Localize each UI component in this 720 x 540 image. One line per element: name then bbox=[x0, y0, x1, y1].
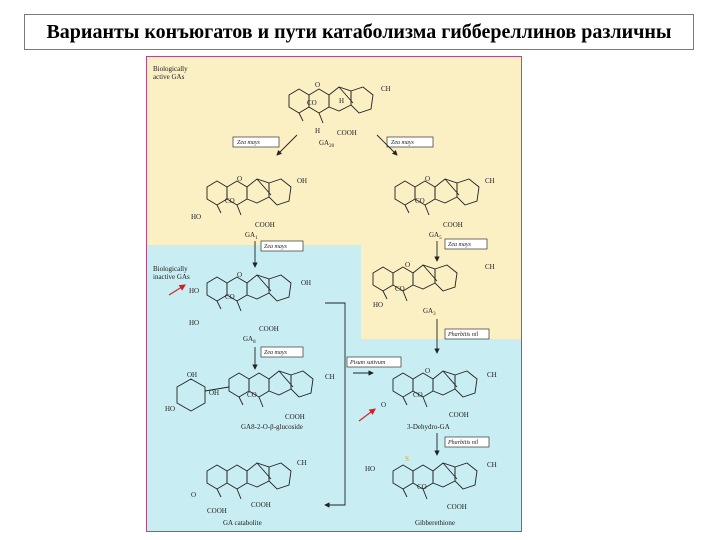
ga8-ho-top: HO bbox=[189, 287, 200, 295]
ga1-co: CO bbox=[225, 197, 235, 205]
inactive-label-line2: inactive GAs bbox=[153, 273, 190, 281]
enzyme-tag-zea-left bbox=[233, 137, 279, 147]
ga3-label: $GA_3$ bbox=[423, 307, 436, 317]
ga5-label: $GA_5$ bbox=[429, 231, 442, 241]
glucoside-label: GA8-2-O-β-glucoside bbox=[241, 423, 303, 431]
enzyme-tag-zea-ga5 bbox=[445, 239, 487, 249]
gluc-oh-top: OH bbox=[187, 371, 198, 379]
ga20-label: $GA_{20}$ bbox=[319, 139, 335, 149]
dehydro-ch2: CH bbox=[487, 371, 497, 379]
gluc-ho: HO bbox=[165, 405, 176, 413]
pathway-diagram-svg bbox=[147, 57, 522, 532]
ga1-oh: OH bbox=[297, 177, 308, 185]
svg-text:Pharbitis nil: Pharbitis nil bbox=[448, 332, 479, 338]
dehydro-label: 3-Dehydro-GA bbox=[407, 423, 450, 431]
ga8-ho: HO bbox=[189, 319, 200, 327]
ga1-label: $GA_1$ bbox=[245, 231, 258, 241]
gluc-oh: OH bbox=[209, 389, 220, 397]
ga20-h2: H bbox=[315, 127, 321, 135]
svg-text:Zea mays: Zea mays bbox=[237, 140, 260, 146]
catabolite-o: O bbox=[191, 491, 197, 499]
enzyme-tag-pisum bbox=[347, 357, 401, 367]
enzyme-tag-zea-ga1 bbox=[261, 241, 303, 251]
ga8-label: $GA_8$ bbox=[243, 335, 256, 345]
slide-title: Варианты конъюгатов и пути катаболизма гиббереллинов различны bbox=[24, 14, 694, 50]
ga5-o: O bbox=[425, 175, 431, 183]
ga3-o: O bbox=[405, 261, 411, 269]
svg-text:Pharbitis nil: Pharbitis nil bbox=[448, 440, 479, 446]
active-label-line1: Biologically bbox=[153, 65, 188, 73]
catabolite-ch2: CH bbox=[297, 459, 307, 467]
enzyme-tag-pharbitis-1 bbox=[445, 329, 489, 339]
ga5-cooh: COOH bbox=[443, 221, 463, 229]
ga3-co: CO bbox=[395, 285, 405, 293]
svg-text:Zea mays: Zea mays bbox=[448, 242, 471, 248]
ga1-cooh: COOH bbox=[255, 221, 275, 229]
catabolite-cooh2: COOH bbox=[251, 501, 271, 509]
enzyme-tag-zea-ga8 bbox=[261, 347, 303, 357]
ga20-h: H bbox=[339, 97, 345, 105]
ga20-cooh: COOH bbox=[337, 129, 357, 137]
ga20-o: O bbox=[315, 81, 321, 89]
svg-text:Pisum sativum: Pisum sativum bbox=[350, 360, 386, 366]
dehydro-o-left: O bbox=[381, 401, 387, 409]
ga8-o: O bbox=[237, 271, 243, 279]
ga1-ho: HO bbox=[191, 213, 202, 221]
ga8-oh: OH bbox=[301, 279, 312, 287]
gibberethione-label: Gibberethione bbox=[415, 519, 456, 527]
inactive-label-line1: Biologically bbox=[153, 265, 188, 273]
enzyme-tag-zea-right bbox=[387, 137, 433, 147]
ga1-o: O bbox=[237, 175, 243, 183]
enzyme-tag-pharbitis-2 bbox=[445, 437, 489, 447]
active-label-line2: active GAs bbox=[153, 73, 185, 81]
svg-text:Zea mays: Zea mays bbox=[264, 244, 287, 250]
ga5-co: CO bbox=[415, 197, 425, 205]
ga5-ch2: CH bbox=[485, 177, 495, 185]
gluc-ch2: CH bbox=[325, 373, 335, 381]
svg-text:Zea mays: Zea mays bbox=[264, 350, 287, 356]
catabolite-label: GA catabolite bbox=[223, 519, 262, 527]
catabolite-cooh: COOH bbox=[207, 507, 227, 515]
gib-co: CO bbox=[417, 483, 427, 491]
ga20-co: CO bbox=[307, 99, 317, 107]
svg-text:Zea mays: Zea mays bbox=[391, 140, 414, 146]
dehydro-co: CO bbox=[413, 391, 423, 399]
gib-cooh: COOH bbox=[447, 503, 467, 511]
gluc-co: CO bbox=[247, 391, 257, 399]
dehydro-cooh: COOH bbox=[449, 411, 469, 419]
gibberellin-pathway-figure bbox=[146, 56, 522, 532]
ga8-co: CO bbox=[225, 293, 235, 301]
ga3-ch2: CH bbox=[485, 263, 495, 271]
ga8-cooh: COOH bbox=[259, 325, 279, 333]
ga20-ch2: CH bbox=[381, 85, 391, 93]
gluc-cooh: COOH bbox=[285, 413, 305, 421]
gib-s: S bbox=[405, 455, 409, 463]
dehydro-o: O bbox=[425, 367, 431, 375]
gib-ho: HO bbox=[365, 465, 376, 473]
ga3-ho: HO bbox=[373, 301, 384, 309]
gib-ch2: CH bbox=[487, 461, 497, 469]
